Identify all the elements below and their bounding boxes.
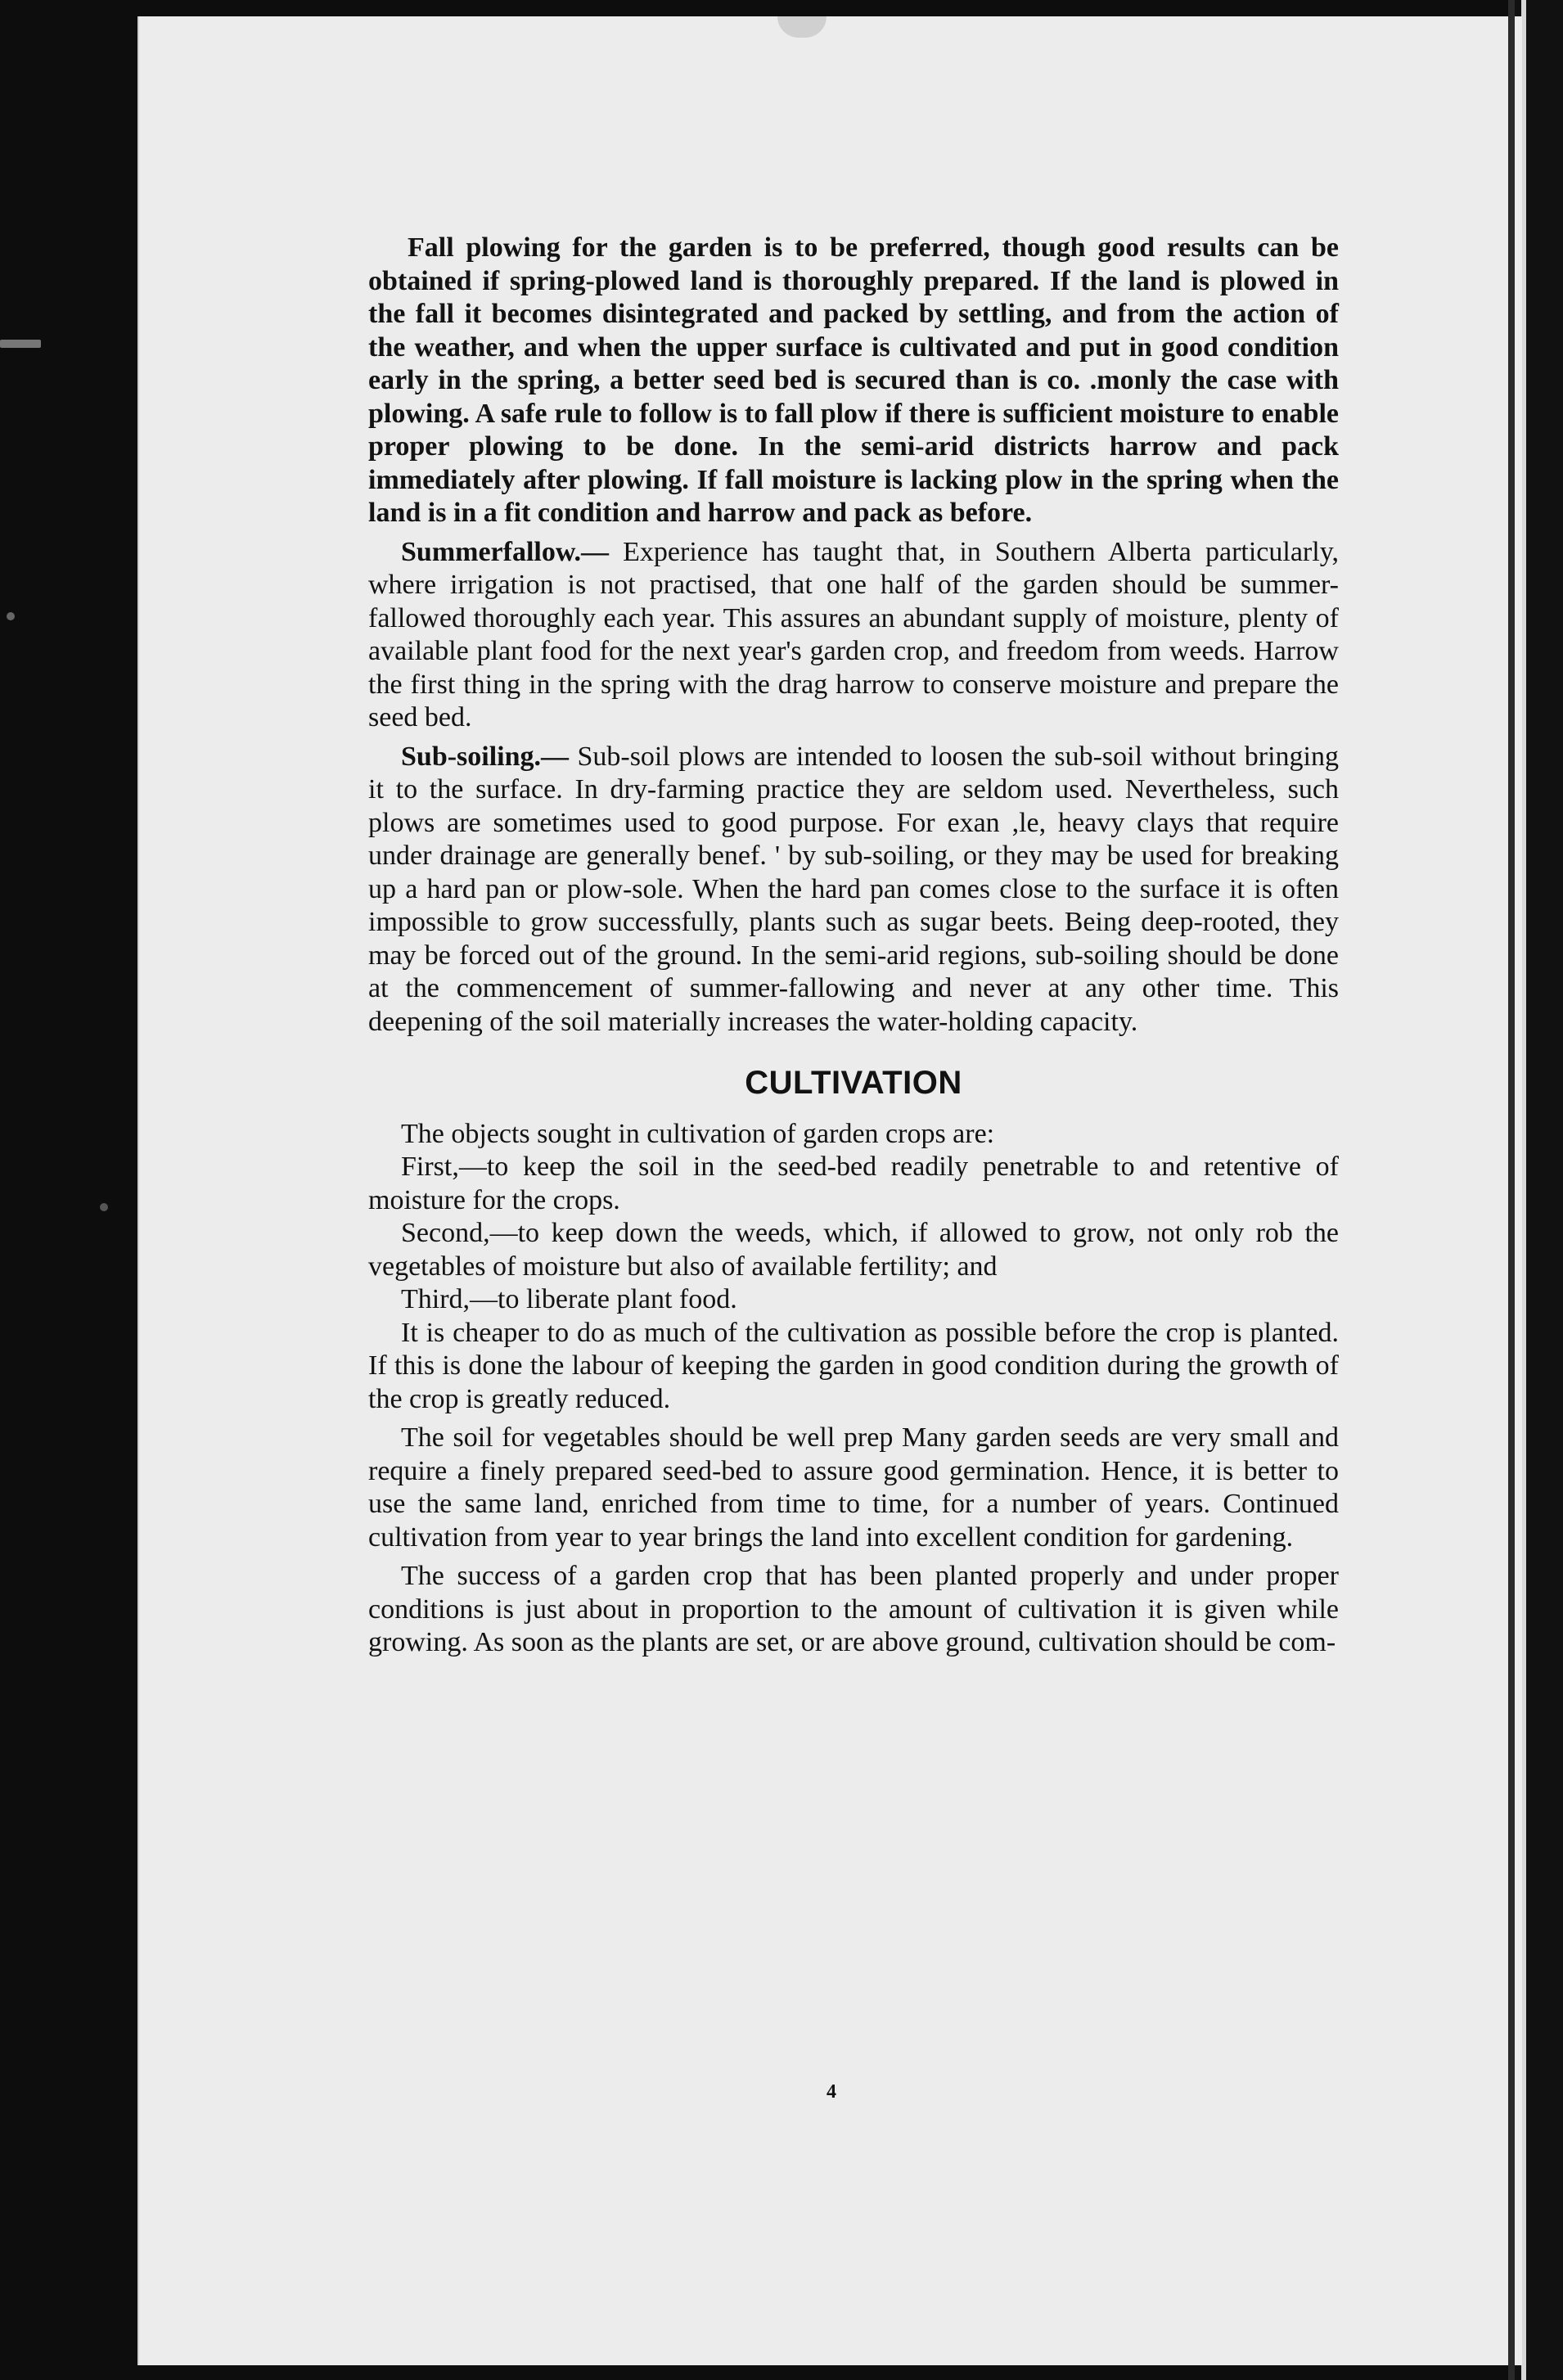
page-number: 4 — [827, 2081, 836, 2103]
paragraph-subsoiling — [368, 741, 1339, 1039]
page-notch — [777, 16, 827, 38]
paragraph-cheaper: It is cheaper to do as much of the cultivation as possible before the crop is planted. If this is done the labour of keeping the garden in good condition during the growth of the crop is greatly reduced. — [368, 1317, 1339, 1414]
paragraph-fall-plowing: Fall plowing for the garden is to be preferred, though good results can be obtained if spring-plowed land is thoroughly prepared. If the land is plowed in the fall it becomes disintegrated and packed by settling, and from the action of the weather, and when the upper surface is cultivated and put in good condition early in the spring, a better seed bed is secured than is co. .monly the case with plowing. A safe rule to follow is to fall plow if there is sufficient moisture to enable proper plowing to be done. In the semi-arid districts harrow and pack immediately after plowing. If fall moisture is lacking plow in the spring when the land is in a fit condition and harrow and pack as before. — [368, 232, 1339, 528]
subheading-subsoiling: Sub-soiling.— — [401, 741, 570, 772]
paragraph-second: Second,—to keep down the weeds, which, if allowed to grow, not only rob the vegetables of moisture but also of available fertility; and — [368, 1218, 1339, 1282]
article-body — [368, 232, 1339, 1660]
paragraph-soil: The soil for vegetables should be well prep Many garden seeds are very small and require a finely prepared seed-bed to assure good germination. Hence, it is better to use the same land, enriched from time to time, for a number of years. Continued cultivation from year to year brings the land into excellent condition for gardening. — [368, 1422, 1339, 1553]
summerfallow-text: Experience has taught that, in Southern Alberta particularly, where irrigation is not practised, that one half of the garden should be summer-fallowed thoroughly each year. This assures an abundant supply of moisture, plenty of available plant food for the next year's garden crop, and freedom from weeds. Harrow the first thing in the spring with the drag harrow to conserve moisture and prepare the seed bed. — [368, 536, 1339, 732]
margin-dot — [100, 1203, 108, 1211]
margin-smudge — [0, 340, 41, 348]
paragraph-success: The success of a garden crop that has been planted properly and under proper conditions is just about in proportion to the amount of cultivation it is given while growing. As soon as the plants are set, or are above ground, cultivation should be com- — [368, 1561, 1339, 1657]
paragraph-summerfallow — [368, 536, 1339, 735]
margin-dot — [7, 612, 15, 620]
page-spine — [1508, 0, 1515, 2380]
paragraph-third: Third,—to liberate plant food. — [401, 1284, 737, 1314]
section-heading: CULTIVATION — [745, 1065, 962, 1101]
subsoiling-text: Sub-soil plows are intended to loosen the sub-soil without bringing it to the surface. In dry-farming practice they are seldom used. Nevertheless, such plows are sometimes used to good purpose. For exan ,le, heavy clays that require under drainage are generally benef. ' by sub-soiling, or they may be used for breaking up a hard pan or plow-sole. When the hard pan comes close to the surface it is often impossible to grow successfully, plants such as sugar beets. Being deep-rooted, they may be forced out of the ground. In the semi-arid regions, sub-soiling should be done at the commencement of summer-fallowing and never at any other time. This deepening of the soil materially increases the water-holding capacity. — [368, 741, 1339, 1037]
subheading-summerfallow: Summerfallow.— — [401, 536, 610, 567]
paragraph-objects: The objects sought in cultivation of garden crops are: — [401, 1118, 995, 1149]
paragraph-first: First,—to keep the soil in the seed-bed readily penetrable to and retentive of moisture for the crops. — [368, 1152, 1339, 1215]
